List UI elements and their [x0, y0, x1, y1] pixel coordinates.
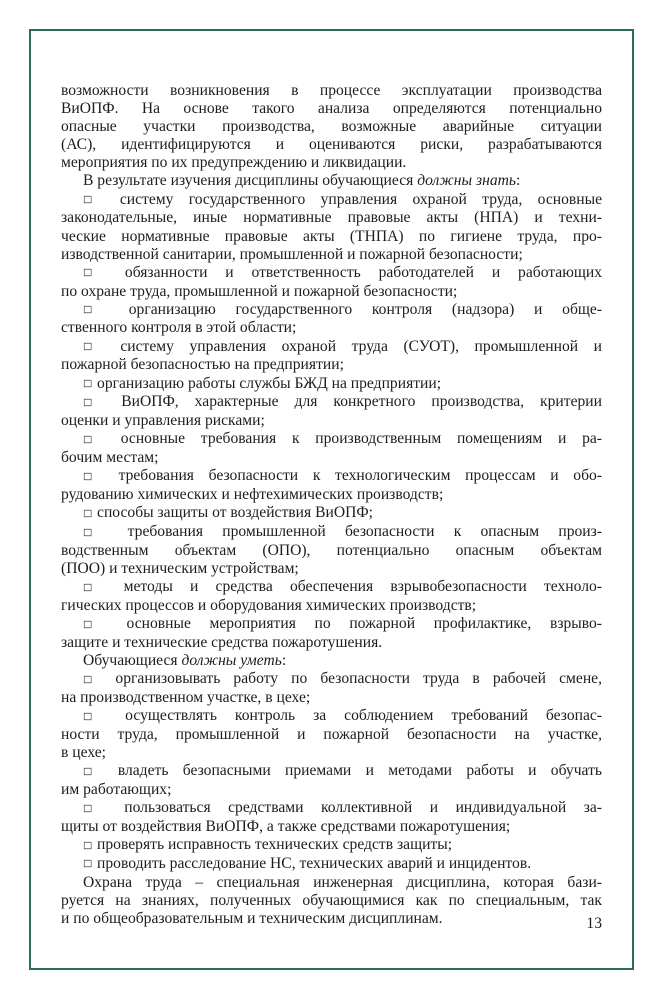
text-run: обязанности и ответственность работодателей и работающих — [107, 263, 603, 281]
text-run: владеть безопасными приемами и методами работы и обучать — [103, 761, 603, 779]
text-line — [61, 246, 602, 264]
text-run: методы и средства обеспечения взрывобезопасности техноло- — [106, 578, 602, 596]
text-line — [61, 523, 602, 542]
text-run: (ПОО) и техническим устройствам; — [61, 559, 299, 577]
text-run: систему государственного управления охраной труда, основные — [104, 190, 603, 208]
text-run: ВиОПФ, характерные для конкретного производства, критерии — [105, 393, 602, 411]
text-line — [61, 560, 602, 578]
paragraph — [61, 191, 602, 264]
text-line — [61, 338, 602, 357]
text-block — [61, 82, 602, 928]
text-line — [61, 818, 602, 836]
text-line — [61, 542, 602, 560]
text-run: защите и технические средства пожаротушения. — [61, 633, 383, 651]
text-line — [61, 136, 602, 154]
text-line — [61, 375, 602, 394]
text-line — [61, 100, 602, 118]
text-line — [61, 430, 602, 449]
paragraph — [61, 652, 602, 670]
text-line — [61, 356, 602, 374]
text-run: бочим местам; — [61, 449, 159, 467]
text-line — [61, 855, 602, 874]
paragraph — [61, 467, 602, 504]
text-run: организацию работы службы БЖД на предприятии; — [93, 374, 442, 392]
text-run: ственного контроля в этой области; — [61, 319, 297, 337]
text-line — [61, 892, 602, 910]
text-run: по охране труда, промышленной и пожарной безопасности; — [61, 282, 458, 300]
text-run: и по общеобразовательным и техническим дисциплинам. — [61, 909, 443, 927]
text-run: опасные участки производства, возможные аварийные ситуации — [61, 118, 602, 136]
text-line — [61, 412, 602, 430]
text-line — [61, 228, 602, 246]
text-line — [61, 836, 602, 855]
text-line — [61, 319, 602, 337]
text-line — [61, 393, 602, 412]
text-line — [61, 467, 602, 486]
paragraph — [61, 799, 602, 836]
text-line — [61, 799, 602, 818]
text-line — [61, 191, 602, 210]
text-line — [61, 301, 602, 320]
text-line — [61, 578, 602, 597]
text-run: ВиОПФ. На основе такого анализа определяются потенциально — [61, 100, 602, 118]
text-run: ности труда, промышленной и пожарной безопасности на участке, — [61, 725, 602, 743]
text-run: проводить расследование НС, технических аварий и инцидентов. — [93, 854, 532, 872]
bullet-square-icon: □ — [83, 618, 107, 630]
text-run: законодательные, иные нормативные правовые акты (НПА) и техни- — [61, 209, 602, 227]
text-run: рудованию химических и нефтехимических производств; — [61, 486, 444, 504]
paragraph — [61, 264, 602, 301]
text-line — [61, 781, 602, 799]
paragraph — [61, 82, 602, 172]
paragraph — [61, 874, 602, 928]
bullet-square-icon: □ — [83, 839, 93, 851]
text-line — [61, 82, 602, 100]
text-line — [61, 744, 602, 762]
text-run: основные мероприятия по пожарной профилактике, взрыво- — [107, 614, 603, 632]
bullet-square-icon: □ — [83, 710, 107, 722]
text-run: на производственном участке, в цехе; — [61, 688, 311, 706]
page-number: 13 — [586, 915, 602, 932]
bullet-square-icon: □ — [83, 858, 93, 870]
text-run: организовывать работу по безопасности труда в рабочей смене, — [102, 670, 602, 687]
bullet-square-icon: □ — [83, 267, 107, 279]
text-line — [61, 449, 602, 467]
text-line — [61, 615, 602, 634]
text-run: (АС), идентифицируются и оцениваются риски, разрабатываются — [61, 136, 602, 154]
text-line — [61, 504, 602, 523]
paragraph — [61, 375, 602, 394]
text-run: им работающих; — [61, 780, 172, 798]
text-run: организацию государственного контроля (надзора) и обще- — [109, 300, 603, 318]
paragraph — [61, 578, 602, 615]
paragraph — [61, 762, 602, 799]
text-run: ческие нормативные правовые акты (ТНПА) по гигиене труда, про- — [61, 227, 602, 245]
text-run: : — [281, 651, 287, 669]
paragraph — [61, 615, 602, 652]
text-run: гических процессов и оборудования химических производств; — [61, 596, 477, 614]
text-run: оценки и управления рисками; — [61, 412, 265, 430]
text-run: основные требования к производственным помещениям и ра- — [104, 430, 602, 448]
text-line — [61, 910, 602, 928]
bullet-square-icon: □ — [83, 802, 106, 814]
page-frame — [29, 29, 634, 970]
text-run: систему управления охраной труда (СУОТ), промышленной и — [104, 337, 602, 355]
text-run: возможности возникновения в процессе эксплуатации производства — [61, 82, 602, 99]
bullet-square-icon: □ — [83, 434, 104, 446]
text-line — [61, 486, 602, 504]
text-line — [61, 707, 602, 726]
paragraph — [61, 836, 602, 855]
paragraph — [61, 707, 602, 762]
paragraph — [61, 504, 602, 523]
text-run: способы защиты от воздействия ВиОПФ; — [93, 504, 373, 522]
text-line — [61, 652, 602, 670]
text-run: руется на знаниях, полученных обучающимися как по специальным, так — [61, 891, 602, 909]
text-line — [61, 670, 602, 689]
paragraph — [61, 393, 602, 430]
paragraph — [61, 523, 602, 578]
text-run: водственным объектам (ОПО), потенциально опасным объектам — [61, 541, 602, 559]
text-line — [61, 689, 602, 707]
text-line — [61, 209, 602, 227]
bullet-square-icon: □ — [83, 581, 106, 593]
text-run: пожарной безопасностью на предприятии; — [61, 356, 344, 374]
text-line — [61, 762, 602, 781]
text-run: Обучающиеся — [83, 651, 182, 669]
bullet-square-icon: □ — [83, 673, 102, 685]
text-run: В результате изучения дисциплины обучающиеся — [83, 172, 418, 190]
text-run: пользоваться средствами коллективной и индивидуальной за- — [106, 798, 602, 816]
bullet-square-icon: □ — [83, 378, 93, 390]
paragraph — [61, 855, 602, 874]
text-run: требования промышленной безопасности к опасным произ- — [108, 523, 602, 540]
text-line — [61, 283, 602, 301]
text-line — [61, 264, 602, 283]
bullet-square-icon: □ — [83, 765, 103, 777]
text-line — [61, 726, 602, 744]
text-line — [61, 172, 602, 190]
text-run: мероприятия по их предупреждению и ликвидации. — [61, 154, 407, 172]
paragraph — [61, 301, 602, 338]
bullet-square-icon: □ — [83, 397, 105, 409]
text-line — [61, 874, 602, 892]
text-line — [61, 634, 602, 652]
text-run: осуществлять контроль за соблюдением требований безопас- — [107, 706, 602, 724]
bullet-square-icon: □ — [83, 304, 108, 316]
text-run: щиты от воздействия ВиОПФ, а также средствами пожаротушения; — [61, 817, 511, 835]
text-run: в цехе; — [61, 743, 106, 761]
text-line — [61, 597, 602, 615]
text-line — [61, 154, 602, 172]
paragraph — [61, 670, 602, 707]
text-run: : — [515, 172, 521, 190]
text-run: Охрана труда – специальная инженерная дисциплина, которая бази- — [83, 873, 602, 891]
paragraph — [61, 172, 602, 190]
emphasis-text: должны уметь — [181, 651, 282, 669]
text-run: требования безопасности к технологическим процессам и обо- — [103, 467, 602, 485]
bullet-square-icon: □ — [83, 470, 103, 482]
paragraph — [61, 430, 602, 467]
bullet-square-icon: □ — [83, 526, 108, 538]
paragraph — [61, 338, 602, 375]
text-run: изводственной санитарии, промышленной и пожарной безопасности; — [61, 245, 523, 263]
bullet-square-icon: □ — [83, 341, 104, 353]
bullet-square-icon: □ — [83, 507, 93, 519]
emphasis-text: должны знать — [417, 172, 516, 190]
bullet-square-icon: □ — [83, 194, 104, 206]
text-run: проверять исправность технических средств защиты; — [93, 835, 453, 853]
text-line — [61, 118, 602, 136]
